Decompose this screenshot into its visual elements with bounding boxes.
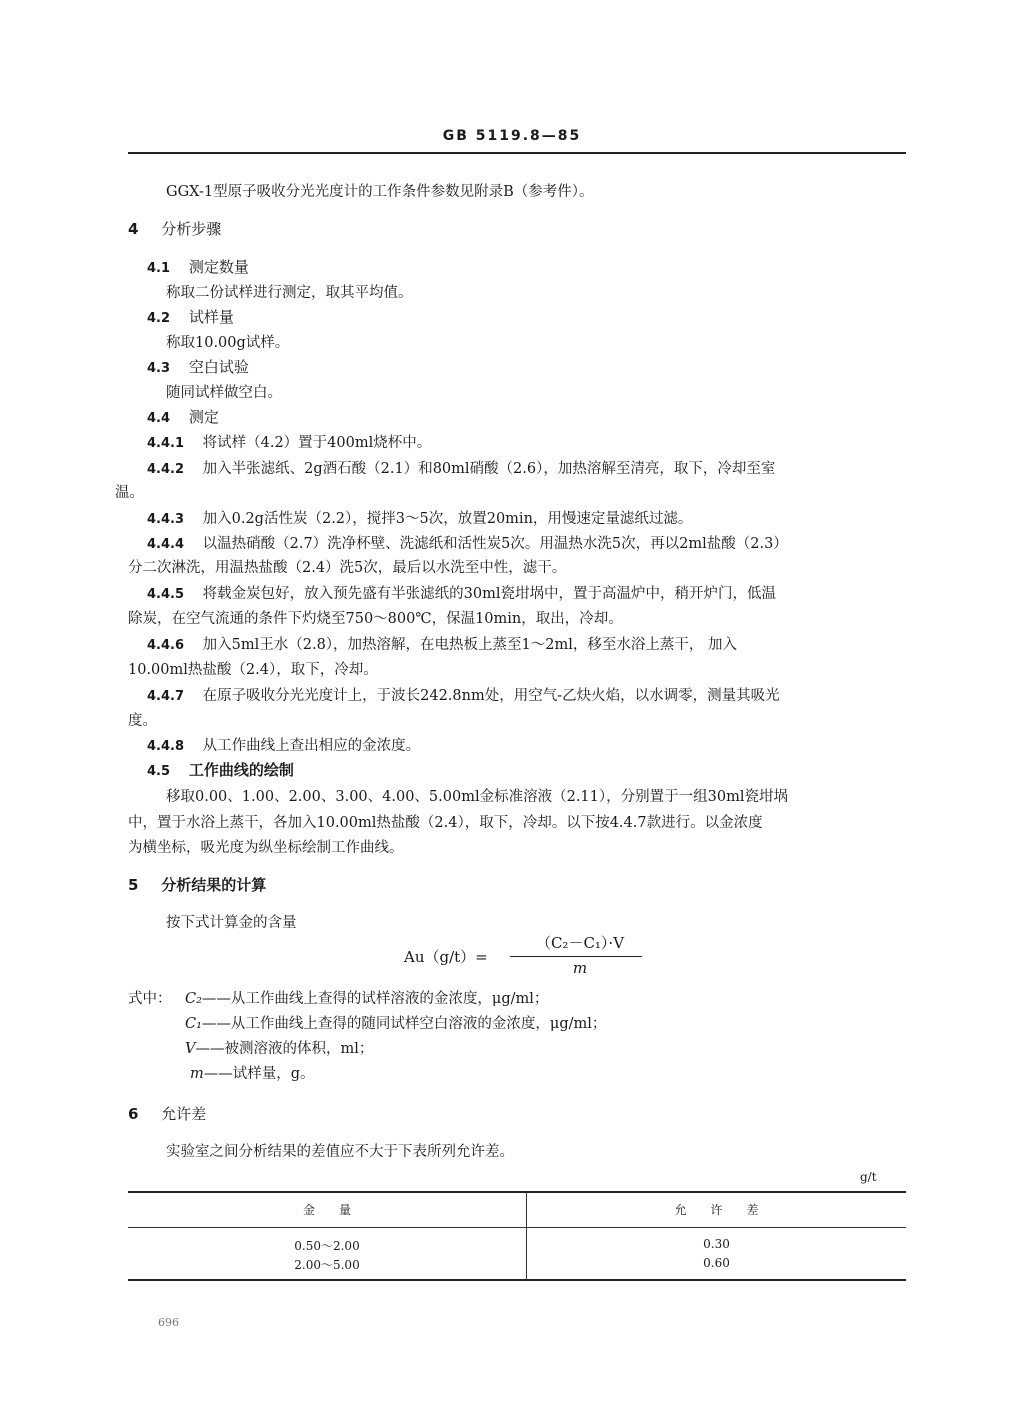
section-title: 测定数量 [188,258,249,276]
section-4-4-1 [147,431,431,452]
section-4-4-5-line-1 [147,582,776,603]
paragraph-text: 以温热硝酸（2.7）洗净杯壁、洗滤纸和活性炭5次。用温热水洗5次，再以2ml盐酸（2.3） [202,536,788,552]
section-title: 工作曲线的绘制 [188,761,294,779]
section-number: 6 [128,1105,139,1123]
paragraph-text: 将试样（4.2）置于400ml烧杯中。 [202,435,432,451]
section-title: 空白试验 [188,358,249,376]
symbol: m [190,1066,204,1082]
intro-text: GGX-1型原子吸收分光光度计的工作条件参数见附录B（参考件）。 [166,184,594,200]
section-number: 4.2 [147,311,171,326]
paragraph-text: 加入5ml王水（2.8），加热溶解，在电热板上蒸至1～2ml，移至水浴上蒸干， 加入 [202,637,737,653]
paragraph-text: 在原子吸收分光光度计上，于波长242.8nm处，用空气-乙炔火焰，以水调零，测量其吸光 [202,688,780,704]
table-cell: 0.30 [703,1237,730,1251]
paragraph-text: 将载金炭包好，放入预先盛有半张滤纸的30ml瓷坩埚中，置于高温炉中，稍开炉门，低温 [202,586,776,602]
section-5-text: 按下式计算金的含量 [166,915,297,931]
section-4-4-2-line-1 [147,457,775,478]
section-number: 4.4.7 [147,689,185,704]
table-cell: 2.00～5.00 [294,1258,360,1272]
section-4-4-7-line-2: 度。 [128,713,157,729]
formula-denominator: m [572,959,588,977]
section-number: 4.4.1 [147,436,185,451]
section-title: 分析步骤 [161,220,222,238]
table-cell: 0.60 [703,1256,730,1270]
section-4-heading [128,218,221,239]
definition-v [185,1037,373,1058]
section-4-4-5-line-2: 除炭，在空气流通的条件下灼烧至750～800℃，保温10min，取出，冷却。 [128,611,623,627]
definition-text: ——试样量，g。 [203,1066,315,1082]
paragraph-text: 加入0.2g活性炭（2.2），搅拌3～5次，放置20min，用慢速定量滤纸过滤。 [202,511,693,527]
table-header-rule [128,1227,906,1228]
section-number: 4.3 [147,361,171,376]
section-4-4-2-line-2: 温。 [115,485,144,501]
section-number: 4.4.2 [147,462,185,477]
section-number: 4 [128,220,139,238]
section-4-4-8 [147,734,420,755]
section-number: 4.4.6 [147,638,185,653]
section-4-5-line-3: 为横坐标，吸光度为纵坐标绘制工作曲线。 [128,840,404,856]
section-4-4-4-line-1 [147,532,788,553]
section-title: 允许差 [161,1105,207,1123]
document-header-code: GB 5119.8—85 [442,128,582,144]
section-4-5-heading [147,759,294,780]
section-number: 4.4.5 [147,587,185,602]
section-4-3-heading [147,356,249,377]
section-4-4-6-line-1 [147,633,737,654]
section-4-4-3 [147,507,692,528]
definition-c2 [185,987,548,1008]
table-top-rule [128,1191,906,1193]
symbol: C₂ [185,991,202,1007]
section-number: 5 [128,876,139,894]
definition-text: ——从工作曲线上查得的试样溶液的金浓度，μg/ml； [201,991,549,1007]
table-header-gold-content: 金 量 [302,1203,351,1217]
section-number: 4.4.3 [147,512,185,527]
header-rule [128,152,906,154]
section-title: 测定 [188,408,219,426]
section-4-4-6-line-2: 10.00ml热盐酸（2.4），取下，冷却。 [128,662,378,678]
formula-lhs: Au（g/t）= [404,948,488,966]
definition-text: ——被测溶液的体积，ml； [195,1041,374,1057]
symbol: V [185,1041,196,1057]
section-4-1-heading [147,256,249,277]
section-4-4-7-line-1 [147,684,780,705]
paragraph-text: 加入半张滤纸、2g酒石酸（2.1）和80ml硝酸（2.6），加热溶解至清亮，取下，冷却至室 [202,461,776,477]
section-6-heading [128,1103,206,1124]
section-4-5-line-2: 中，置于水浴上蒸干，各加入10.00ml热盐酸（2.4），取下，冷却。以下按4.4.7款进行。以金浓度 [128,815,763,831]
formula-numerator: （C₂－C₁）·V [535,934,625,952]
definition-m [190,1062,315,1083]
section-4-3-text: 随同试样做空白。 [166,385,282,401]
definition-text: ——从工作曲线上查得的随同试样空白溶液的金浓度，μg/ml； [201,1016,607,1032]
paragraph-text: 从工作曲线上查出相应的金浓度。 [202,738,421,754]
section-6-text: 实验室之间分析结果的差值应不大于下表所列允许差。 [166,1144,514,1160]
section-number: 4.4.8 [147,739,185,754]
section-number: 4.4 [147,411,171,426]
fraction-bar [510,956,642,957]
section-4-4-4-line-2: 分二次淋洗，用温热盐酸（2.4）洗5次，最后以水洗至中性，滤干。 [128,560,567,576]
section-number: 4.4.4 [147,537,185,552]
section-number: 4.5 [147,764,171,779]
table-bottom-rule [128,1279,906,1281]
section-4-2-heading [147,306,234,327]
table-unit: g/t [860,1170,877,1184]
definition-c1 [185,1012,606,1033]
symbol: C₁ [185,1016,202,1032]
page-number: 696 [158,1316,179,1329]
section-title: 分析结果的计算 [161,876,267,894]
section-4-4-heading [147,406,219,427]
table-header-tolerance: 允 许 差 [674,1203,759,1217]
section-5-heading [128,874,266,895]
section-4-1-text: 称取二份试样进行测定，取其平均值。 [166,285,413,301]
section-4-2-text: 称取10.00g试样。 [166,335,290,351]
section-4-5-line-1: 移取0.00、1.00、2.00、3.00、4.00、5.00ml金标准溶液（2.11），分别置于一组30ml瓷坩埚 [166,789,788,805]
formula-where-label: 式中： [128,991,172,1007]
section-number: 4.1 [147,261,171,276]
table-cell: 0.50～2.00 [294,1239,360,1253]
section-title: 试样量 [188,308,234,326]
